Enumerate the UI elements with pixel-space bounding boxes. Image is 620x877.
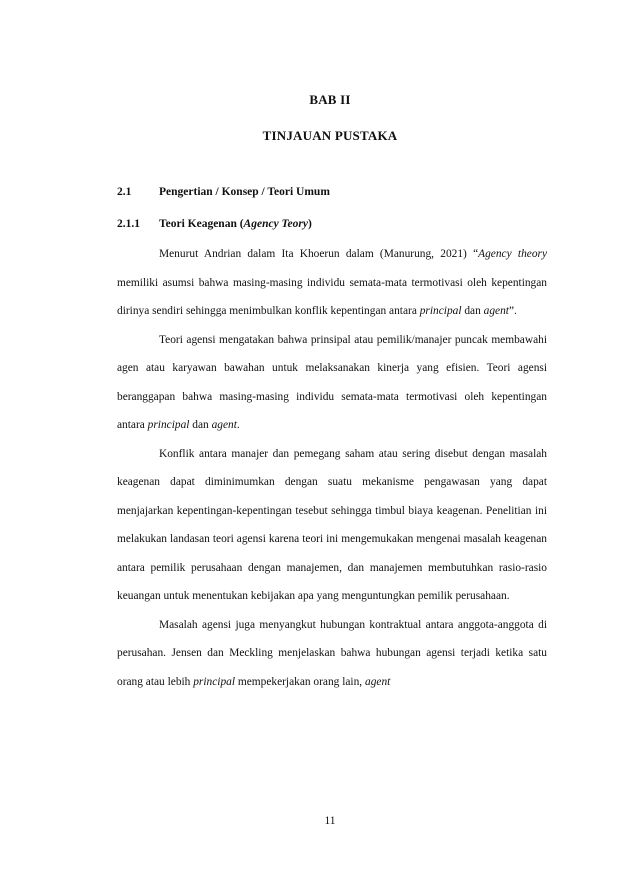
p1-text-e: dan: [461, 305, 484, 317]
page-number: 11: [324, 815, 336, 827]
p1-italic-agency-theory: Agency theory: [478, 248, 547, 260]
p1-text-a: Menurut Andrian dalam Ita Khoerun dalam (Manurung, 2021) “: [159, 248, 479, 260]
subsection-number: 2.1.1: [117, 218, 140, 230]
section-heading-2-1: [117, 186, 330, 198]
p1-italic-agent: agent: [483, 305, 509, 317]
section-heading-2-1-1: [117, 218, 312, 230]
paragraph-3: [117, 440, 547, 611]
p2-text-e: .: [236, 419, 240, 431]
section-title: Pengertian / Konsep / Teori Umum: [159, 186, 330, 198]
p2-text-c: dan: [189, 419, 212, 431]
paragraph-4: [117, 611, 547, 697]
p4-italic-agent: agent: [365, 675, 391, 688]
p1-italic-principal: principal: [419, 305, 462, 317]
p2-italic-principal: principal: [147, 419, 190, 431]
paragraph-1: [117, 240, 547, 326]
section-number: 2.1: [117, 186, 132, 198]
p3-text-a: Konflik antara manajer dan pemegang saham atau sering disebut dengan masalah keagenan dapat diminimumkan dengan suatu mekanisme pengawasan yang dapat menjajarkan kepentingan-kepentingan tesebut sehingga timbul biaya keagenan. Penelitian ini melakukan landasan teori agensi karena teori ini mengemukakan mengenai masalah keagenan antara pemilik perusahaan dengan manajemen, dan manajemen membutuhkan rasio-rasio keuangan untuk menentukan kebijakan apa yang menguntungkan pemilik perusahaan.: [117, 447, 547, 602]
p1-text-g: ”.: [508, 305, 517, 317]
p4-italic-principal: principal: [193, 675, 235, 688]
p4-text-a: Masalah agensi juga menyangkut hubungan kontraktual antara anggota-anggota di perusahan. Jensen dan Meckling menjelaskan bahwa hubungan agensi terjadi ketika satu orang atau lebih: [117, 618, 547, 688]
p2-italic-agent: agent: [211, 419, 237, 431]
chapter-title: TINJAUAN PUSTAKA: [262, 128, 398, 143]
p4-text-c: mempekerjakan orang lain,: [235, 675, 365, 688]
body-text: [117, 240, 547, 696]
subsection-title-end: ): [307, 218, 312, 230]
subsection-title-italic: Agency Teory: [243, 218, 308, 230]
p2-text-a: Teori agensi mengatakan bahwa prinsipal atau pemilik/manajer puncak membawahi agen atau karyawan bawahan untuk melaksanakan kinerja yang efisien. Teori agensi beranggapan bahwa masing-masing individu semata-mata termotivasi oleh kepentingan antara: [117, 333, 547, 431]
p1-text-c: memiliki asumsi bahwa masing-masing individu semata-mata termotivasi oleh kepentingan dirinya sendiri sehingga menimbulkan konflik kepentingan antara: [117, 276, 547, 317]
chapter-label: BAB II: [309, 92, 351, 107]
subsection-title: Teori Keagenan (: [159, 218, 244, 230]
paragraph-2: [117, 326, 547, 440]
